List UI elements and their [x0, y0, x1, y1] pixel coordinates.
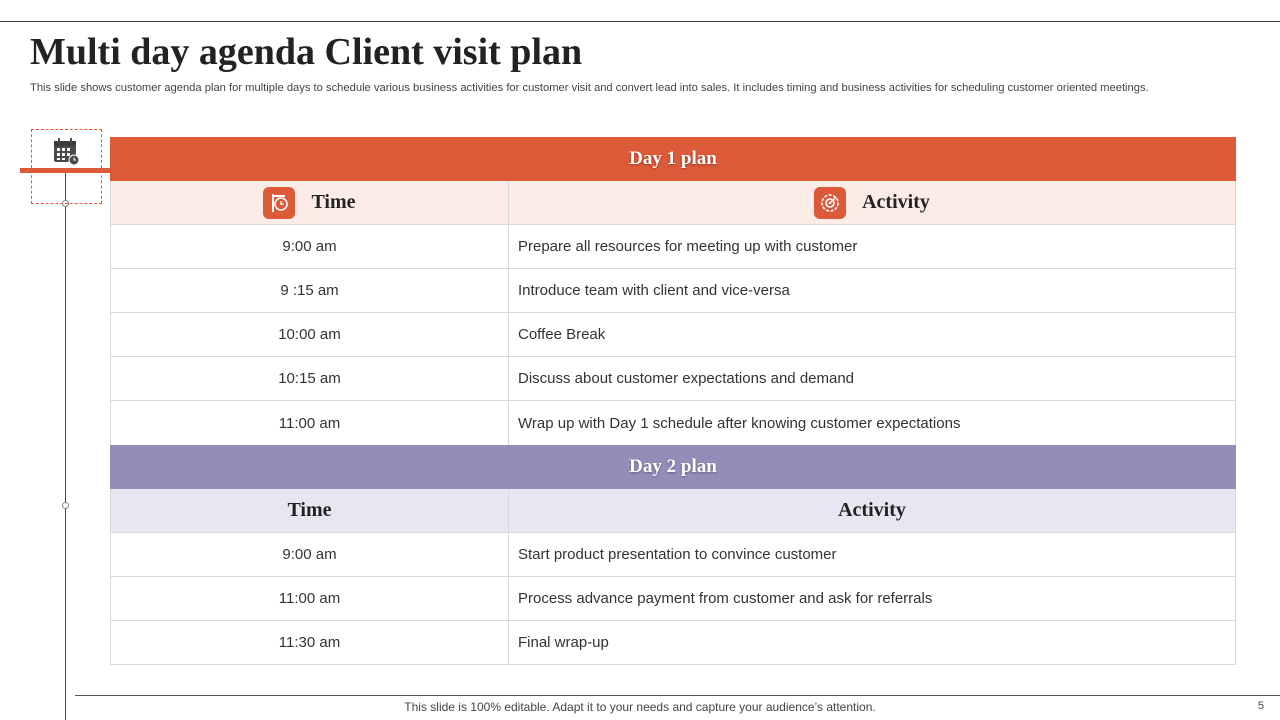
- slide-title: Multi day agenda Client visit plan: [30, 31, 583, 73]
- clock-sign-icon: [263, 187, 295, 219]
- time-cell: 11:30 am: [111, 621, 509, 664]
- timeline-dot: [62, 502, 69, 509]
- time-cell: 10:15 am: [111, 357, 509, 400]
- footer-divider: [75, 695, 1280, 696]
- time-cell: 10:00 am: [111, 313, 509, 356]
- day1-header-row: [110, 181, 1236, 225]
- day2-time-header: Time: [111, 489, 509, 532]
- gear-target-icon: [814, 187, 846, 219]
- activity-cell: Start product presentation to convince customer: [518, 546, 837, 563]
- table-row: [110, 401, 1236, 445]
- day2-activity-header: Activity: [838, 499, 906, 521]
- table-row: [110, 269, 1236, 313]
- day1-band: Day 1 plan: [110, 137, 1236, 181]
- table-row: [110, 533, 1236, 577]
- time-cell: 9 :15 am: [111, 269, 509, 312]
- day1-activity-header: [509, 181, 1235, 224]
- footer-note: This slide is 100% editable. Adapt it to your needs and capture your audience’s attention.: [404, 700, 876, 714]
- slide-subtitle: This slide shows customer agenda plan for multiple days to schedule various business activities for customer visit and convert lead into sales. It includes timing and business activities for scheduling customer oriented meetings.: [30, 82, 1149, 94]
- table-row: [110, 577, 1236, 621]
- time-cell: 9:00 am: [111, 533, 509, 576]
- activity-cell: Coffee Break: [518, 326, 606, 343]
- activity-cell: Discuss about customer expectations and demand: [518, 370, 855, 387]
- day2-header-row: [110, 489, 1236, 533]
- time-cell: 11:00 am: [111, 401, 509, 445]
- agenda-table: [110, 137, 1236, 665]
- activity-cell: Prepare all resources for meeting up with customer: [518, 238, 858, 255]
- activity-header-label: Activity: [862, 191, 930, 213]
- table-row: [110, 313, 1236, 357]
- timeline-line: [65, 170, 66, 720]
- table-row: [110, 357, 1236, 401]
- day2-band: Day 2 plan: [110, 445, 1236, 489]
- activity-cell: Wrap up with Day 1 schedule after knowing customer expectations: [518, 414, 961, 432]
- time-header-label: Time: [311, 191, 356, 213]
- activity-cell: Process advance payment from customer and ask for referrals: [518, 590, 933, 607]
- page-number: 5: [1257, 700, 1264, 712]
- activity-cell: Introduce team with client and vice-versa: [518, 282, 790, 299]
- activity-cell: Final wrap-up: [518, 634, 609, 651]
- time-cell: 11:00 am: [111, 577, 509, 620]
- top-divider: [0, 21, 1280, 22]
- table-row: [110, 621, 1236, 665]
- timeline-accent-bar: [20, 168, 110, 173]
- table-row: [110, 225, 1236, 269]
- day1-time-header: [111, 181, 509, 224]
- time-cell: 9:00 am: [111, 225, 509, 268]
- calendar-clock-icon: [52, 137, 80, 165]
